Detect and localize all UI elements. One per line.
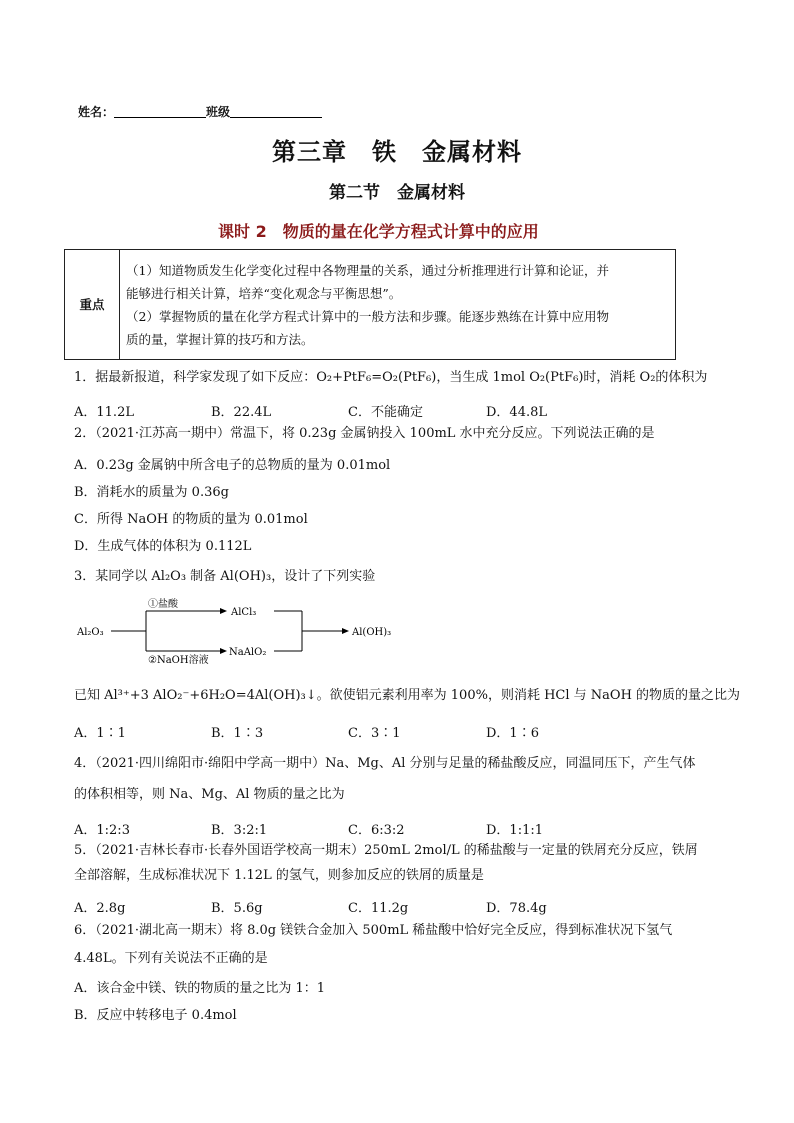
keypoint-line: 能够进行相关计算，培养“变化观念与平衡思想”。 <box>126 285 402 301</box>
keypoint-line: 质的量，掌握计算的技巧和方法。 <box>126 331 314 347</box>
question-4-line2: 的体积相等，则 Na、Mg、Al 物质的量之比为 <box>74 787 345 802</box>
q4-option-a[interactable]: A．1:2:3 <box>74 823 130 838</box>
keypoint-line: （2）掌握物质的量在化学方程式计算中的一般方法和步骤。能逐步熟练在计算中应用物 <box>126 308 609 324</box>
q3-option-b[interactable]: B．1∶3 <box>211 726 264 741</box>
q5-option-b[interactable]: B．5.6g <box>211 901 263 916</box>
q1-option-c[interactable]: C．不能确定 <box>348 405 423 420</box>
keypoints-content <box>120 250 676 360</box>
q1-option-b[interactable]: B．22.4L <box>211 405 272 420</box>
q6-option-b[interactable]: B．反应中转移电子 0.4mol <box>74 1008 237 1023</box>
diagram-start-label: Al₂O₃ <box>77 627 104 638</box>
diagram-end-label: Al(OH)₃ <box>352 627 392 638</box>
keypoints-box <box>64 249 676 360</box>
arrow-head-icon <box>220 648 227 654</box>
arrow-head-icon <box>342 628 349 634</box>
diagram-mid1-label: AlCl₃ <box>231 607 257 618</box>
q4-option-b[interactable]: B．3:2:1 <box>211 823 268 838</box>
section-title: 第二节 金属材料 <box>329 183 465 203</box>
keypoint-line: （1）知道物质发生化学变化过程中各物理量的关系，通过分析推理进行计算和论证，并 <box>126 262 609 278</box>
q2-option-a[interactable]: A．0.23g 金属钠中所含电子的总物质的量为 0.01mol <box>74 458 391 473</box>
chapter-title: 第三章 铁 金属材料 <box>272 138 522 166</box>
keypoints-label: 重点 <box>65 250 120 360</box>
preparation-route-diagram <box>74 596 404 666</box>
question-1-stem: 1．据最新报道，科学家发现了如下反应：O₂+PtF₆=O₂(PtF₆)，当生成 1mol O₂(PtF₆)时，消耗 O₂的体积为 <box>74 370 708 385</box>
q5-option-d[interactable]: D．78.4g <box>486 901 547 916</box>
question-6-line2: 4.48L。下列有关说法不正确的是 <box>74 951 268 966</box>
name-blank[interactable] <box>114 105 206 118</box>
q5-option-c[interactable]: C．11.2g <box>348 901 409 916</box>
q2-option-b[interactable]: B．消耗水的质量为 0.36g <box>74 485 229 500</box>
q2-option-c[interactable]: C．所得 NaOH 的物质的量为 0.01mol <box>74 512 308 527</box>
q1-option-a[interactable]: A．11.2L <box>74 405 134 420</box>
diagram-route1-label: ①盐酸 <box>148 599 178 610</box>
q2-option-d[interactable]: D．生成气体的体积为 0.112L <box>74 539 252 554</box>
question-2-stem: 2．（2021·江苏高一期中）常温下，将 0.23g 金属钠投入 100mL 水中充分反应。下列说法正确的是 <box>74 426 655 441</box>
student-info-line <box>78 103 322 120</box>
name-label: 姓名： <box>78 105 115 119</box>
question-5-line2: 全部溶解，生成标准状况下 1.12L 的氢气，则参加反应的铁屑的质量是 <box>74 868 484 883</box>
q1-option-d[interactable]: D．44.8L <box>486 405 548 420</box>
q3-option-d[interactable]: D．1∶6 <box>486 726 539 741</box>
question-3-stem: 3．某同学以 Al₂O₃ 制备 Al(OH)₃，设计了下列实验 <box>74 569 376 584</box>
lesson-title: 课时 2 物质的量在化学方程式计算中的应用 <box>218 222 539 241</box>
question-3-known: 已知 Al³⁺+3 AlO₂⁻+6H₂O=4Al(OH)₃↓。欲使铝元素利用率为 100%，则消耗 HCl 与 NaOH 的物质的量之比为 <box>74 688 741 703</box>
q3-option-a[interactable]: A．1∶1 <box>74 726 126 741</box>
question-5-line1: 5．（2021·吉林长春市·长春外国语学校高一期末）250mL 2mol/L 的稀盐酸与一定量的铁屑充分反应，铁屑 <box>74 843 698 858</box>
question-4-line1: 4．（2021·四川绵阳市·绵阳中学高一期中）Na、Mg、Al 分别与足量的稀盐酸反应，同温同压下，产生气体 <box>74 756 696 771</box>
q4-option-d[interactable]: D．1:1:1 <box>486 823 543 838</box>
class-label: 班级 <box>206 105 231 119</box>
diagram-mid2-label: NaAlO₂ <box>229 647 267 658</box>
q5-option-a[interactable]: A．2.8g <box>74 901 126 916</box>
diagram-route2-label: ②NaOH溶液 <box>148 655 209 666</box>
arrow-head-icon <box>220 608 227 614</box>
q6-option-a[interactable]: A．该合金中镁、铁的物质的量之比为 1：1 <box>74 981 326 996</box>
question-6-line1: 6．（2021·湖北高一期末）将 8.0g 镁铁合金加入 500mL 稀盐酸中恰好完全反应，得到标准状况下氢气 <box>74 923 673 938</box>
q3-option-c[interactable]: C．3∶1 <box>348 726 401 741</box>
q4-option-c[interactable]: C．6:3:2 <box>348 823 405 838</box>
class-blank[interactable] <box>230 105 322 118</box>
